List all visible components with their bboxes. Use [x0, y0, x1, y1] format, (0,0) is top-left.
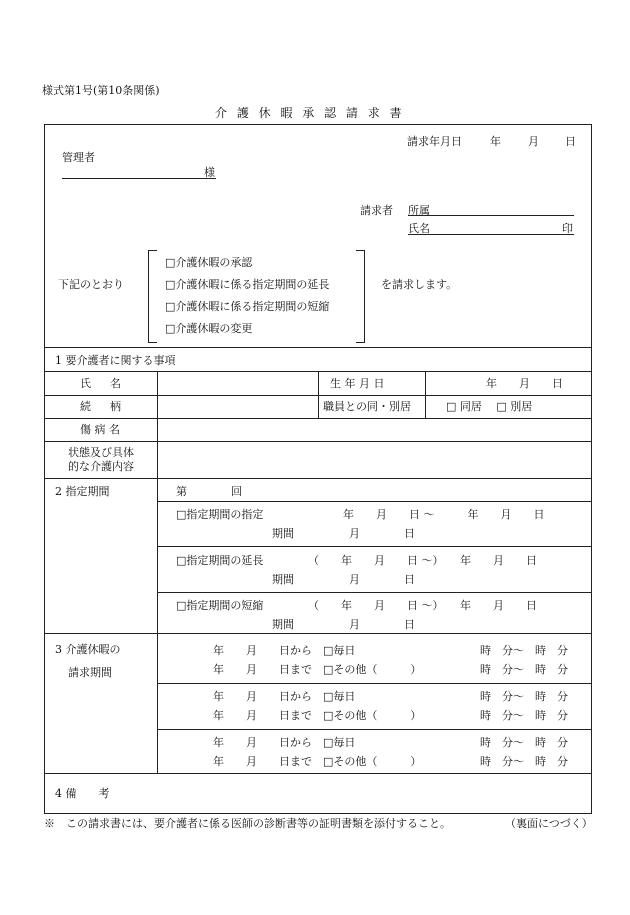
- period2-to: 年 月 日まで □その他（ ）: [213, 709, 422, 722]
- option-approval[interactable]: □介護休暇の承認: [165, 256, 253, 269]
- section3-heading-1: 3 介護休暇の: [55, 643, 121, 656]
- divider-short: [157, 592, 591, 593]
- divider-section2: [45, 478, 591, 479]
- period2-time-from: 時 分〜 時 分: [480, 690, 568, 703]
- spec-label[interactable]: □指定期間の指定: [176, 508, 264, 521]
- cohabit-options[interactable]: □ 同居 □ 別居: [446, 400, 533, 413]
- patient-name-label: 氏 名: [80, 377, 125, 390]
- option-change[interactable]: □介護休暇の変更: [165, 322, 253, 335]
- cohabit-label: 職員との同・別居: [323, 400, 411, 413]
- bracket-right: [356, 250, 365, 343]
- affiliation-underline[interactable]: [408, 215, 574, 216]
- option-shortening[interactable]: □介護休暇に係る指定期間の短縮: [165, 300, 330, 313]
- period3-time-from: 時 分〜 時 分: [480, 736, 568, 749]
- condition-label-2: 的な介護内容: [68, 460, 134, 473]
- section4-heading: 4 備 考: [55, 787, 110, 800]
- ext-label[interactable]: □指定期間の延長: [176, 554, 264, 567]
- period1-time-from: 時 分〜 時 分: [480, 644, 568, 657]
- short-range: （ 年 月 日 〜） 年 月 日: [308, 599, 537, 612]
- section2-heading: 2 指定期間: [55, 485, 110, 498]
- section3-col-divider: [157, 633, 158, 773]
- period3-time-to: 時 分〜 時 分: [480, 755, 568, 768]
- intro-text: 下記のとおり: [58, 278, 124, 291]
- short-label[interactable]: □指定期間の短縮: [176, 599, 264, 612]
- period1-from: 年 月 日から □毎日: [213, 644, 356, 657]
- disease-label: 傷 病 名: [80, 423, 120, 436]
- requester-label: 請求者: [360, 204, 393, 217]
- condition-label-1: 状態及び具体: [68, 446, 134, 459]
- manager-underline: [62, 178, 216, 179]
- section3-heading-2: 請求期間: [68, 666, 112, 679]
- col-divider-right: [425, 371, 426, 418]
- period1-time-to: 時 分〜 時 分: [480, 663, 568, 676]
- period3-from: 年 月 日から □毎日: [213, 736, 356, 749]
- birth-date-label: 生 年 月 日: [330, 377, 385, 390]
- relation-label: 続 柄: [80, 400, 125, 413]
- request-date-label: 請求年月日: [407, 135, 462, 148]
- request-year: 年: [490, 135, 501, 148]
- footer-note: ※ この請求書には、要介護者に係る医師の診断書等の証明書類を添付すること。: [44, 817, 451, 830]
- divider-row-disease: [45, 418, 591, 419]
- divider-spec: [157, 501, 591, 502]
- period3-to: 年 月 日まで □その他（ ）: [213, 755, 422, 768]
- divider-row-condition: [45, 441, 591, 442]
- period2-time-to: 時 分〜 時 分: [480, 709, 568, 722]
- ext-range: （ 年 月 日 〜） 年 月 日: [308, 554, 537, 567]
- spec-range: 年 月 日 〜 年 月 日: [343, 508, 545, 521]
- requester-name-label: 氏名: [408, 222, 430, 235]
- section1-heading: 1 要介護者に関する事項: [55, 354, 176, 367]
- name-underline[interactable]: [408, 234, 574, 235]
- divider-section1: [45, 347, 591, 348]
- seal-label: 印: [562, 222, 573, 235]
- affiliation-label: 所属: [408, 204, 430, 217]
- divider-period3: [157, 729, 591, 730]
- period2-from: 年 月 日から □毎日: [213, 690, 356, 703]
- footer-continued: （裏面につづく）: [505, 817, 593, 830]
- short-period: 期間 月 日: [272, 618, 415, 631]
- manager-label: 管理者: [62, 151, 95, 164]
- period1-to: 年 月 日まで □その他（ ）: [213, 663, 422, 676]
- spec-period: 期間 月 日: [272, 527, 415, 540]
- round-label: 第 回: [176, 485, 242, 498]
- divider-section4: [45, 773, 591, 774]
- divider-period2: [157, 683, 591, 684]
- form-title: 介 護 休 暇 承 認 請 求 書: [215, 106, 405, 120]
- col-divider-middle: [318, 371, 319, 418]
- birth-date-value: 年 月 日: [486, 377, 563, 390]
- request-day: 日: [565, 135, 576, 148]
- bracket-left: [148, 250, 157, 343]
- divider-ext: [157, 546, 591, 547]
- form-reference: 様式第1号(第10条関係): [42, 84, 160, 97]
- divider-section3: [45, 633, 591, 634]
- option-extension[interactable]: □介護休暇に係る指定期間の延長: [165, 278, 330, 291]
- ext-period: 期間 月 日: [272, 573, 415, 586]
- manager-honorific: 様: [204, 166, 215, 179]
- col-divider-labels: [157, 371, 158, 478]
- request-suffix: を請求します。: [381, 278, 458, 291]
- request-month: 月: [528, 135, 539, 148]
